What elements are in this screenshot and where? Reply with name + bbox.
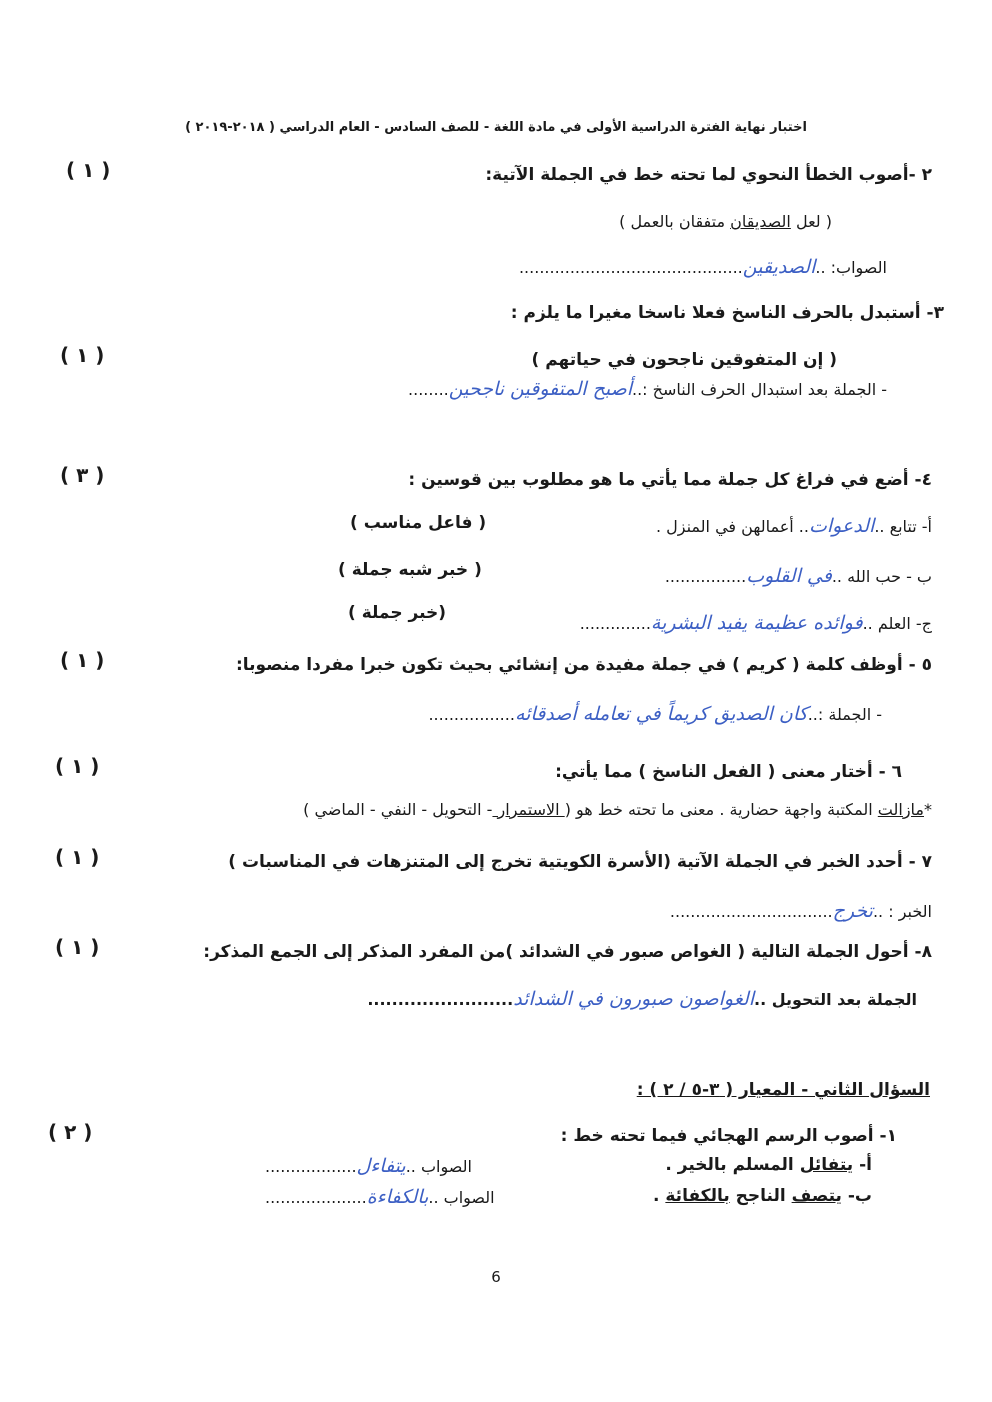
s2q1-a-underlined: يتفائل xyxy=(799,1155,854,1175)
q4-b-hint: ( خبر شبه جملة ) xyxy=(338,560,482,580)
s2q1-b-answer-label: الصواب .. xyxy=(428,1188,495,1207)
q4-b-line xyxy=(665,565,932,587)
q8-answer-handwriting: الغواصون صبورون في الشدائد xyxy=(513,988,754,1010)
q2-mark: ( ١ ) xyxy=(66,158,111,182)
q2-sentence-open: ( لعل xyxy=(790,212,832,231)
q5-answer xyxy=(428,703,882,725)
s2q1-title: ١- أصوب الرسم الهجائي فيما تحته خط : xyxy=(560,1126,897,1146)
q2-sentence xyxy=(619,212,832,231)
s2q1-b-rest: . xyxy=(652,1186,666,1206)
q4-c-line xyxy=(580,612,932,634)
q6-line-mid: المكتبة واجهة حضارية . معنى ما تحته خط هو ( xyxy=(564,800,878,819)
q5-answer-dots: ................. xyxy=(428,705,515,724)
q8-answer-label: الجملة بعد التحويل .. xyxy=(753,990,917,1009)
q6-choice-selected: الاستمرار xyxy=(492,800,565,819)
s2q1-b-underlined: يتصف xyxy=(791,1186,842,1206)
q2-answer-dots: ............................................ xyxy=(518,258,743,277)
s2q1-a-answer xyxy=(265,1155,472,1177)
q8-mark: ( ١ ) xyxy=(55,935,100,959)
q6-line-end: - التحويل - النفي - الماضي ) xyxy=(303,800,493,819)
s2q1-b-mid: الناجح xyxy=(729,1186,792,1206)
q2-sentence-close: متفقان بالعمل ) xyxy=(619,212,731,231)
q3-title: ٣- أستبدل بالحرف الناسخ فعلا ناسخا مغيرا ما يلزم : xyxy=(510,303,944,323)
q7-answer xyxy=(670,900,932,922)
s2q1-a-line xyxy=(665,1155,872,1175)
q4-b-handwriting: في القلوب xyxy=(746,565,832,587)
q4-c-handwriting: فوائده عظيمة يفيد البشرية xyxy=(650,612,863,634)
q4-a-text-end: .. أعمالهن في المنزل . xyxy=(655,517,809,536)
q4-c-hint: (خبر جملة ) xyxy=(348,603,447,623)
q6-underlined-verb: مازالت xyxy=(877,800,924,819)
q2-answer-label: الصواب: .. xyxy=(815,258,887,277)
s2q1-b-prefix: ب- xyxy=(841,1186,872,1206)
q4-c-text: ج- العلم .. xyxy=(862,614,932,633)
q8-answer xyxy=(367,988,917,1010)
q7-answer-label: الخبر : .. xyxy=(872,902,932,921)
q3-answer xyxy=(408,378,887,400)
s2q1-a-prefix: أ- xyxy=(853,1155,872,1175)
q4-c-dots: .............. xyxy=(579,614,651,633)
q6-mark: ( ١ ) xyxy=(55,754,100,778)
s2q1-a-dots: .................. xyxy=(265,1157,357,1176)
q5-answer-handwriting: كان الصديق كريماً في تعامله أصدقائه xyxy=(514,703,808,725)
q2-answer-handwriting: الصديقين xyxy=(742,256,816,278)
s2q1-a-answer-label: الصواب .. xyxy=(405,1157,472,1176)
q7-mark: ( ١ ) xyxy=(55,845,100,869)
q3-mark: ( ١ ) xyxy=(60,343,105,367)
s2q1-mark: ( ٢ ) xyxy=(48,1120,93,1144)
section2-title: السؤال الثاني - المعيار ( ٣-٥ / ٢ ) : xyxy=(636,1080,930,1100)
page-number: 6 xyxy=(491,1268,501,1286)
q3-answer-label: - الجملة بعد استبدال الحرف الناسخ :.. xyxy=(632,380,887,399)
q7-answer-dots: ................................ xyxy=(669,902,833,921)
s2q1-b-line xyxy=(653,1186,872,1206)
q2-answer xyxy=(519,256,887,278)
q7-answer-handwriting: تخرج xyxy=(832,900,873,922)
exam-header: اختبار نهاية الفترة الدراسية الأولى في مادة اللغة - للصف السادس - العام الدراسي ( ٢٠١٨-٢٠١٩ ) xyxy=(185,120,807,135)
q2-title: ٢ -أصوب الخطأ النحوي لما تحته خط في الجملة الآتية: xyxy=(485,165,932,185)
q4-a-line xyxy=(656,515,932,537)
q6-star: * xyxy=(924,800,932,819)
q4-a-hint: ( فاعل مناسب ) xyxy=(350,513,487,533)
q4-a-text-start: أ- تتابع .. xyxy=(874,517,932,536)
q4-title: ٤- أضع في فراغ كل جملة مما يأتي ما هو مطلوب بين قوسين : xyxy=(408,470,932,490)
q5-mark: ( ١ ) xyxy=(60,648,105,672)
q2-sentence-underlined: الصديقان xyxy=(730,212,791,231)
q6-line xyxy=(303,800,932,819)
q8-answer-dots: ........................ xyxy=(367,990,514,1009)
q6-title: ٦ - أختار معنى ( الفعل الناسخ ) مما يأتي: xyxy=(555,762,902,782)
q3-answer-dots: ........ xyxy=(408,380,449,399)
q4-mark: ( ٣ ) xyxy=(60,463,105,487)
q8-title: ٨- أحول الجملة التالية ( الغواص صبور في الشدائد )من المفرد المذكر إلى الجمع المذكر: xyxy=(203,942,932,962)
q3-answer-handwriting: أصبح المتفوقين ناجحين xyxy=(448,378,632,400)
s2q1-b-underlined2: بالكفائة xyxy=(665,1186,730,1206)
q7-title: ٧ - أحدد الخبر في الجملة الآتية (الأسرة الكويتية تخرج إلى المتنزهات في المناسبات ) xyxy=(228,852,932,872)
q4-a-handwriting: الدعوات xyxy=(808,515,875,537)
s2q1-a-handwriting: يتفاءل xyxy=(356,1155,406,1177)
s2q1-b-handwriting: بالكفاءة xyxy=(366,1186,429,1208)
s2q1-a-rest: المسلم بالخير . xyxy=(665,1155,800,1175)
q5-title: ٥ - أوظف كلمة ( كريم ) في جملة مفيدة من إنشائي بحيث تكون خبرا مفردا منصوبا: xyxy=(235,655,932,675)
q5-answer-label: - الجملة :.. xyxy=(807,705,882,724)
q4-b-dots: ................ xyxy=(664,567,747,586)
s2q1-b-answer xyxy=(265,1186,495,1208)
q4-b-text: ب - حب الله .. xyxy=(831,567,932,586)
q3-sentence: ( إن المتفوقين ناجحون في حياتهم ) xyxy=(531,350,837,370)
s2q1-b-dots: .................... xyxy=(265,1188,367,1207)
